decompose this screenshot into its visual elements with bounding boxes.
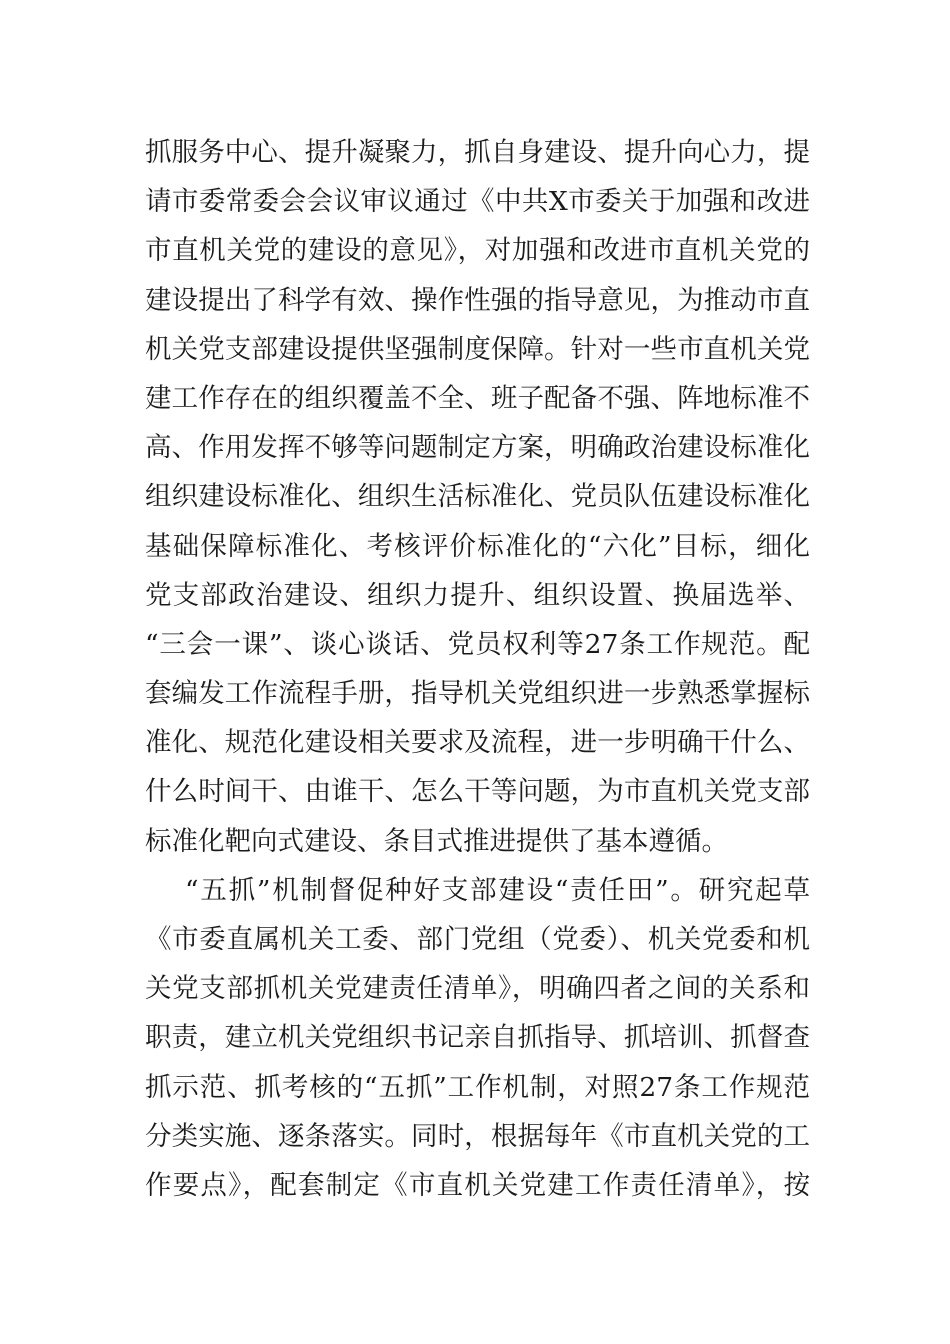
- text-line: 套编发工作流程手册，指导机关党组织进一步熟悉掌握标: [145, 678, 810, 710]
- text-line: 《市委直属机关工委、部门党组（党委）、机关党委和机: [145, 924, 810, 955]
- text-line: 建工作存在的组织覆盖不全、班子配备不强、阵地标准不: [145, 382, 810, 414]
- text-line: 准化、规范化建设相关要求及流程，进一步明确干什么、: [145, 727, 810, 759]
- text-line: 市直机关党的建设的意见》，对加强和改进市直机关党的: [145, 235, 810, 267]
- text-line: 请市委常委会会议审议通过《中共X市委关于加强和改进: [145, 186, 810, 218]
- text-line: 基础保障标准化、考核评价标准化的“六化”目标，细化: [145, 530, 810, 562]
- text-line: 分类实施、逐条落实。同时，根据每年《市直机关党的工: [145, 1120, 810, 1152]
- text-line: 建设提出了科学有效、操作性强的指导意见，为推动市直: [145, 284, 810, 316]
- text-line: 抓服务中心、提升凝聚力，抓自身建设、提升向心力，提: [145, 137, 810, 168]
- text-line: 什么时间干、由谁干、怎么干等问题，为市直机关党支部: [145, 776, 810, 808]
- text-line: 作要点》，配套制定《市直机关党建工作责任清单》，按: [145, 1169, 810, 1201]
- text-line: 机关党支部建设提供坚强制度保障。针对一些市直机关党: [145, 333, 810, 365]
- text-line: 标准化靶向式建设、条目式推进提供了基本遵循。: [145, 825, 728, 857]
- text-line: 抓示范、抓考核的“五抓”工作机制，对照27条工作规范: [145, 1071, 810, 1103]
- text-line: 高、作用发挥不够等问题制定方案，明确政治建设标准化: [145, 432, 810, 464]
- text-line: 党支部政治建设、组织力提升、组织设置、换届选举、: [145, 579, 810, 611]
- text-line: “五抓”机制督促种好支部建设“责任田”。研究起草: [185, 874, 810, 906]
- text-line: 关党支部抓机关党建责任清单》，明确四者之间的关系和: [145, 973, 810, 1005]
- text-line: 组织建设标准化、组织生活标准化、党员队伍建设标准化: [145, 481, 810, 513]
- body-text: [145, 128, 810, 1210]
- text-line: 职责，建立机关党组织书记亲自抓指导、抓培训、抓督查: [145, 1022, 810, 1054]
- text-line: “三会一课”、谈心谈话、党员权利等27条工作规范。配: [145, 628, 810, 660]
